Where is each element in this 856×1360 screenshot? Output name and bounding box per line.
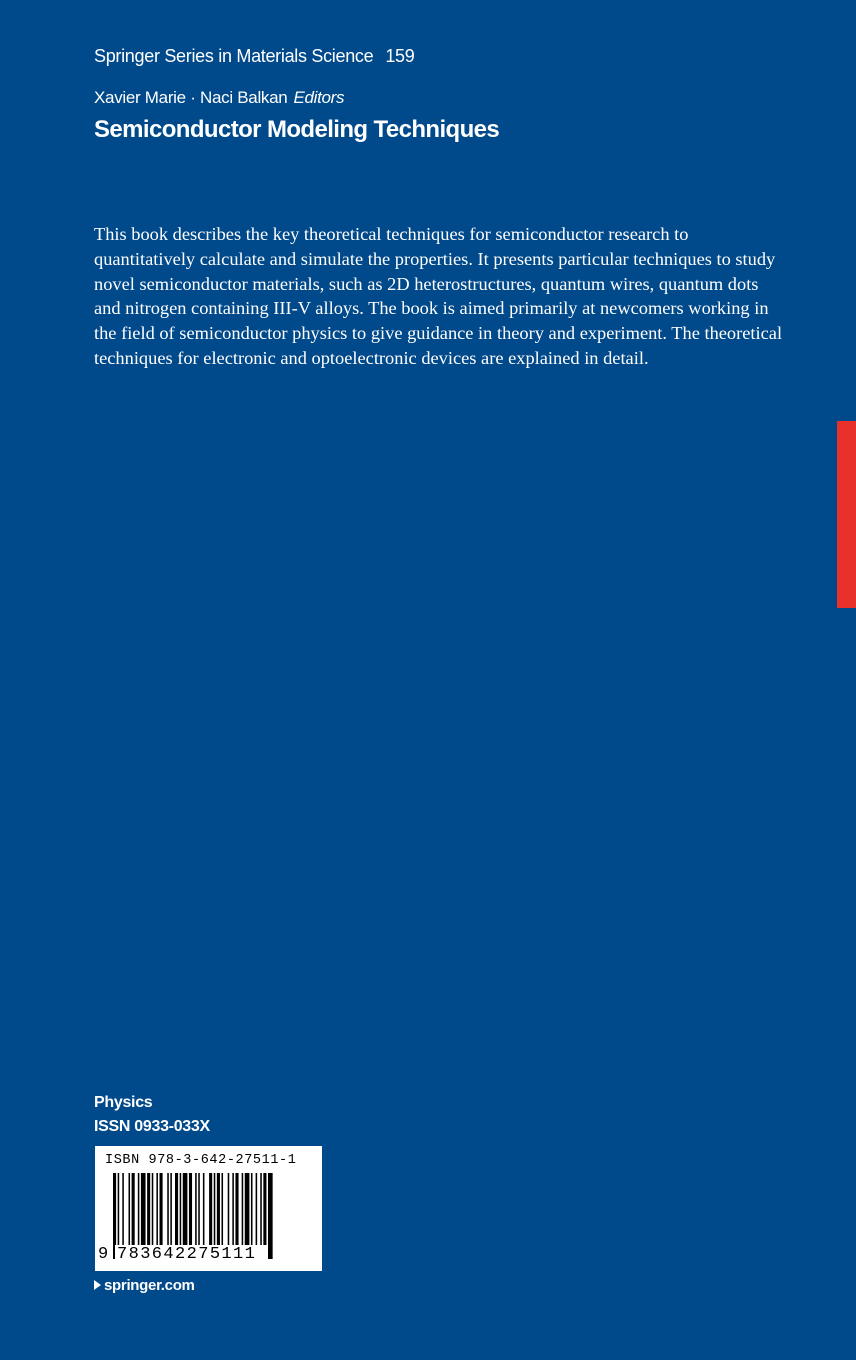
book-title: Semiconductor Modeling Techniques: [94, 116, 500, 143]
ean-first-digit: 9: [98, 1245, 109, 1264]
barcode-bar: [167, 1173, 169, 1245]
editors-names: Xavier Marie · Naci Balkan: [94, 88, 288, 107]
isbn-text: ISBN 978-3-642-27511-1: [105, 1153, 297, 1168]
barcode-box: [95, 1146, 322, 1271]
barcode-bar: [198, 1173, 200, 1245]
barcode-bar: [180, 1173, 182, 1245]
barcode-bar: [175, 1173, 178, 1245]
barcode-bar: [242, 1173, 244, 1245]
barcode-bar: [138, 1173, 140, 1245]
issn-label: ISSN 0933-033X: [94, 1118, 210, 1135]
barcode-bar: [251, 1173, 253, 1245]
red-edge-tab: [837, 421, 856, 608]
barcode-bar: [156, 1173, 158, 1245]
barcode-bar: [263, 1173, 266, 1245]
ean-digits: 783642275111: [117, 1245, 257, 1264]
barcode-bar: [141, 1173, 146, 1245]
subject-label: Physics: [94, 1094, 153, 1111]
barcode-bar: [129, 1173, 131, 1245]
series-name: Springer Series in Materials Science: [94, 46, 374, 66]
barcode-bar: [245, 1173, 250, 1245]
barcode-bar: [152, 1173, 154, 1245]
barcode-bar: [222, 1173, 224, 1245]
barcode-bar: [235, 1173, 238, 1245]
barcode-bar: [260, 1173, 262, 1245]
editors-line: [94, 88, 344, 108]
barcode-bar: [160, 1173, 163, 1245]
book-description: [94, 222, 784, 371]
series-number: 159: [385, 46, 415, 66]
barcode-bar: [203, 1173, 205, 1245]
arrow-right-icon: [94, 1280, 101, 1290]
barcode-bar: [209, 1173, 212, 1245]
barcode-bar: [268, 1173, 273, 1259]
barcode-bar: [228, 1173, 230, 1245]
barcode-bar: [183, 1173, 188, 1245]
series-line: [94, 46, 414, 67]
barcode-bar: [214, 1173, 216, 1245]
description-text: This book describes the key theoretical techniques for semiconductor research to quantitatively calculate and simulate the properties. It presents particular techniques to study novel semiconductor materials, such as 2D heterostructures, quantum wires, quantum dots and nitrogen containing III-V alloys. The book is aimed primarily at newcomers working in the field of semiconductor physics to give guidance in theory and experiment. The theoretical techniques for electronic and optoelectronic devices are explained in detail.: [94, 224, 783, 368]
barcode-bar: [170, 1173, 172, 1245]
editors-role: Editors: [293, 88, 345, 107]
website-text: springer.com: [104, 1277, 195, 1294]
barcode-bar: [132, 1173, 135, 1245]
website-link[interactable]: [94, 1277, 195, 1294]
barcode-bar: [122, 1173, 124, 1245]
barcode-bar: [217, 1173, 220, 1245]
barcode-bar: [147, 1173, 150, 1245]
barcode-bar: [232, 1173, 234, 1245]
barcode-bar: [189, 1173, 192, 1245]
barcode-bar: [256, 1173, 258, 1245]
